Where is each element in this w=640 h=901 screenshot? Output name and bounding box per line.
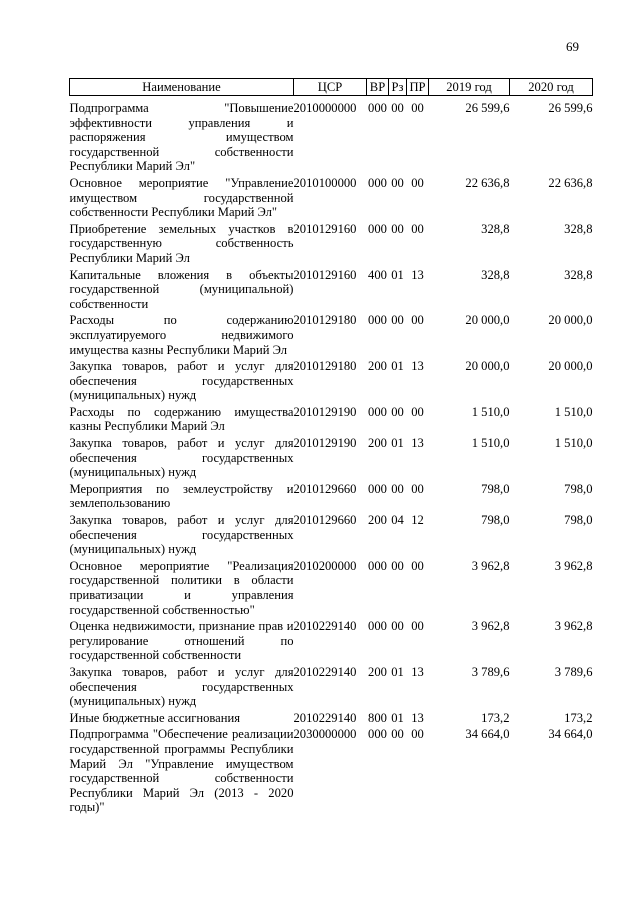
header-2019: 2019 год bbox=[429, 79, 510, 96]
row-amount-2019: 1 510,0 bbox=[471, 404, 510, 419]
row-name: Основное мероприятие "Управление имуществом государственной собственности Республики Марий Эл" bbox=[69, 175, 294, 220]
row-csr: 2010129160 bbox=[293, 267, 357, 282]
row-name: Оценка недвижимости, признание прав и регулирование отношений по государственной собственности bbox=[69, 619, 294, 663]
header-pr: ПР bbox=[407, 79, 429, 96]
table-row bbox=[70, 513, 593, 559]
row-csr: 2010129190 bbox=[293, 404, 357, 419]
row-csr: 2030000000 bbox=[293, 727, 357, 742]
row-vr: 000 bbox=[368, 175, 387, 190]
row-vr: 000 bbox=[368, 221, 387, 236]
row-pr: 00 bbox=[411, 175, 424, 190]
table-row bbox=[70, 268, 593, 314]
row-amount-2019: 3 962,8 bbox=[471, 619, 510, 634]
row-amount-2020: 22 636,8 bbox=[548, 175, 593, 190]
row-rz: 00 bbox=[391, 619, 404, 634]
row-amount-2019: 34 664,0 bbox=[465, 727, 510, 742]
row-pr: 00 bbox=[411, 221, 424, 236]
row-amount-2019: 798,0 bbox=[481, 513, 510, 528]
table-row bbox=[70, 222, 593, 268]
row-vr: 200 bbox=[368, 513, 387, 528]
row-vr: 000 bbox=[368, 101, 387, 115]
row-rz: 01 bbox=[391, 359, 404, 374]
row-csr: 2010129660 bbox=[293, 513, 357, 528]
row-amount-2020: 798,0 bbox=[564, 513, 593, 528]
row-rz: 00 bbox=[391, 313, 404, 328]
row-amount-2020: 3 789,6 bbox=[554, 664, 593, 679]
row-name: Закупка товаров, работ и услуг для обеспечения государственных (муниципальных) нужд bbox=[69, 513, 294, 557]
row-vr: 000 bbox=[368, 727, 387, 742]
row-pr: 12 bbox=[411, 513, 424, 528]
row-name: Подпрограмма "Обеспечение реализации государственной программы Республики Марий Эл "Управление имуществом государственной собственности Республики Марий Эл (2013 - 2020 годы)" bbox=[69, 727, 294, 815]
row-vr: 200 bbox=[368, 359, 387, 374]
header-rz: Рз bbox=[389, 79, 407, 96]
row-amount-2020: 26 599,6 bbox=[548, 101, 593, 115]
row-pr: 13 bbox=[411, 436, 424, 451]
row-vr: 000 bbox=[368, 481, 387, 496]
row-amount-2019: 1 510,0 bbox=[471, 436, 510, 451]
row-pr: 00 bbox=[411, 481, 424, 496]
row-pr: 00 bbox=[411, 727, 424, 742]
row-vr: 000 bbox=[368, 404, 387, 419]
row-rz: 00 bbox=[391, 404, 404, 419]
row-amount-2020: 3 962,8 bbox=[554, 619, 593, 634]
row-amount-2019: 798,0 bbox=[481, 481, 510, 496]
row-name: Закупка товаров, работ и услуг для обеспечения государственных (муниципальных) нужд bbox=[69, 664, 294, 709]
row-pr: 00 bbox=[411, 558, 424, 573]
row-name: Мероприятия по землеустройству и землепользованию bbox=[69, 481, 294, 511]
row-amount-2020: 20 000,0 bbox=[548, 359, 593, 374]
row-csr: 2010100000 bbox=[293, 175, 357, 190]
row-csr: 2010129180 bbox=[293, 359, 357, 374]
row-vr: 000 bbox=[368, 619, 387, 634]
header-name: Наименование bbox=[70, 79, 294, 96]
table-row bbox=[70, 359, 593, 405]
row-amount-2019: 3 962,8 bbox=[471, 558, 510, 573]
row-rz: 00 bbox=[391, 101, 404, 115]
table-header-row bbox=[70, 79, 593, 96]
table-row bbox=[70, 711, 593, 728]
row-vr: 200 bbox=[368, 436, 387, 451]
page-number: 69 bbox=[566, 39, 579, 54]
row-pr: 13 bbox=[411, 267, 424, 282]
row-vr: 800 bbox=[368, 710, 387, 725]
row-amount-2019: 173,2 bbox=[481, 710, 510, 725]
row-csr: 2010229140 bbox=[293, 664, 357, 679]
row-name: Подпрограмма "Повышение эффективности управления и распоряжения имуществом государственной собственности Республики Марий Эл" bbox=[69, 101, 294, 174]
row-amount-2020: 798,0 bbox=[564, 481, 593, 496]
table-row bbox=[70, 482, 593, 513]
row-name: Расходы по содержанию имущества казны Республики Марий Эл bbox=[69, 404, 294, 434]
row-vr: 400 bbox=[368, 267, 387, 282]
row-name: Капитальные вложения в объекты государственной (муниципальной) собственности bbox=[69, 267, 294, 311]
row-csr: 2010229140 bbox=[293, 710, 357, 725]
row-amount-2020: 1 510,0 bbox=[554, 404, 593, 419]
row-amount-2020: 328,8 bbox=[564, 221, 593, 236]
row-vr: 200 bbox=[368, 664, 387, 679]
row-pr: 13 bbox=[411, 359, 424, 374]
row-rz: 00 bbox=[391, 481, 404, 496]
table-row bbox=[70, 313, 593, 359]
row-name: Закупка товаров, работ и услуг для обеспечения государственных (муниципальных) нужд bbox=[69, 359, 294, 403]
row-vr: 000 bbox=[368, 558, 387, 573]
row-pr: 13 bbox=[411, 664, 424, 679]
row-pr: 00 bbox=[411, 313, 424, 328]
table-row bbox=[70, 665, 593, 711]
row-pr: 00 bbox=[411, 404, 424, 419]
row-amount-2020: 173,2 bbox=[564, 710, 593, 725]
row-amount-2020: 34 664,0 bbox=[548, 727, 593, 742]
row-amount-2020: 1 510,0 bbox=[554, 436, 593, 451]
table-row bbox=[70, 101, 593, 176]
row-amount-2019: 328,8 bbox=[481, 267, 510, 282]
row-rz: 00 bbox=[391, 558, 404, 573]
row-rz: 00 bbox=[391, 727, 404, 742]
row-amount-2020: 20 000,0 bbox=[548, 313, 593, 328]
row-amount-2019: 26 599,6 bbox=[465, 101, 510, 115]
row-csr: 2010129180 bbox=[293, 313, 357, 328]
row-rz: 00 bbox=[391, 221, 404, 236]
table-row bbox=[70, 176, 593, 222]
row-csr: 2010129190 bbox=[293, 436, 357, 451]
row-amount-2020: 3 962,8 bbox=[554, 558, 593, 573]
row-amount-2019: 3 789,6 bbox=[471, 664, 510, 679]
row-csr: 2010200000 bbox=[293, 558, 357, 573]
row-amount-2019: 22 636,8 bbox=[465, 175, 510, 190]
row-rz: 00 bbox=[391, 175, 404, 190]
row-csr: 2010229140 bbox=[293, 619, 357, 634]
budget-table bbox=[69, 78, 593, 817]
row-rz: 01 bbox=[391, 267, 404, 282]
row-csr: 2010129660 bbox=[293, 481, 357, 496]
row-rz: 01 bbox=[391, 664, 404, 679]
table-row bbox=[70, 727, 593, 817]
row-rz: 04 bbox=[391, 513, 404, 528]
table-row bbox=[70, 436, 593, 482]
row-name: Закупка товаров, работ и услуг для обеспечения государственных (муниципальных) нужд bbox=[69, 436, 294, 480]
row-name: Расходы по содержанию эксплуатируемого недвижимого имущества казны Республики Марий Эл bbox=[69, 313, 294, 357]
row-name: Основное мероприятие "Реализация государственной политики в области приватизации и управления государственной собственностью" bbox=[69, 558, 294, 617]
row-amount-2019: 20 000,0 bbox=[465, 359, 510, 374]
row-csr: 2010000000 bbox=[293, 101, 357, 115]
row-name: Приобретение земельных участков в государственную собственность Республики Марий Эл bbox=[69, 221, 294, 265]
row-pr: 13 bbox=[411, 710, 424, 725]
row-vr: 000 bbox=[368, 313, 387, 328]
row-amount-2019: 20 000,0 bbox=[465, 313, 510, 328]
row-amount-2020: 328,8 bbox=[564, 267, 593, 282]
row-pr: 00 bbox=[411, 619, 424, 634]
row-pr: 00 bbox=[411, 101, 424, 115]
header-2020: 2020 год bbox=[510, 79, 593, 96]
row-csr: 2010129160 bbox=[293, 221, 357, 236]
row-rz: 01 bbox=[391, 710, 404, 725]
header-vr: ВР bbox=[367, 79, 389, 96]
row-rz: 01 bbox=[391, 436, 404, 451]
row-amount-2019: 328,8 bbox=[481, 221, 510, 236]
row-name: Иные бюджетные ассигнования bbox=[69, 710, 241, 725]
header-csr: ЦСР bbox=[294, 79, 367, 96]
table-row bbox=[70, 559, 593, 619]
table-row bbox=[70, 405, 593, 436]
table-row bbox=[70, 619, 593, 665]
